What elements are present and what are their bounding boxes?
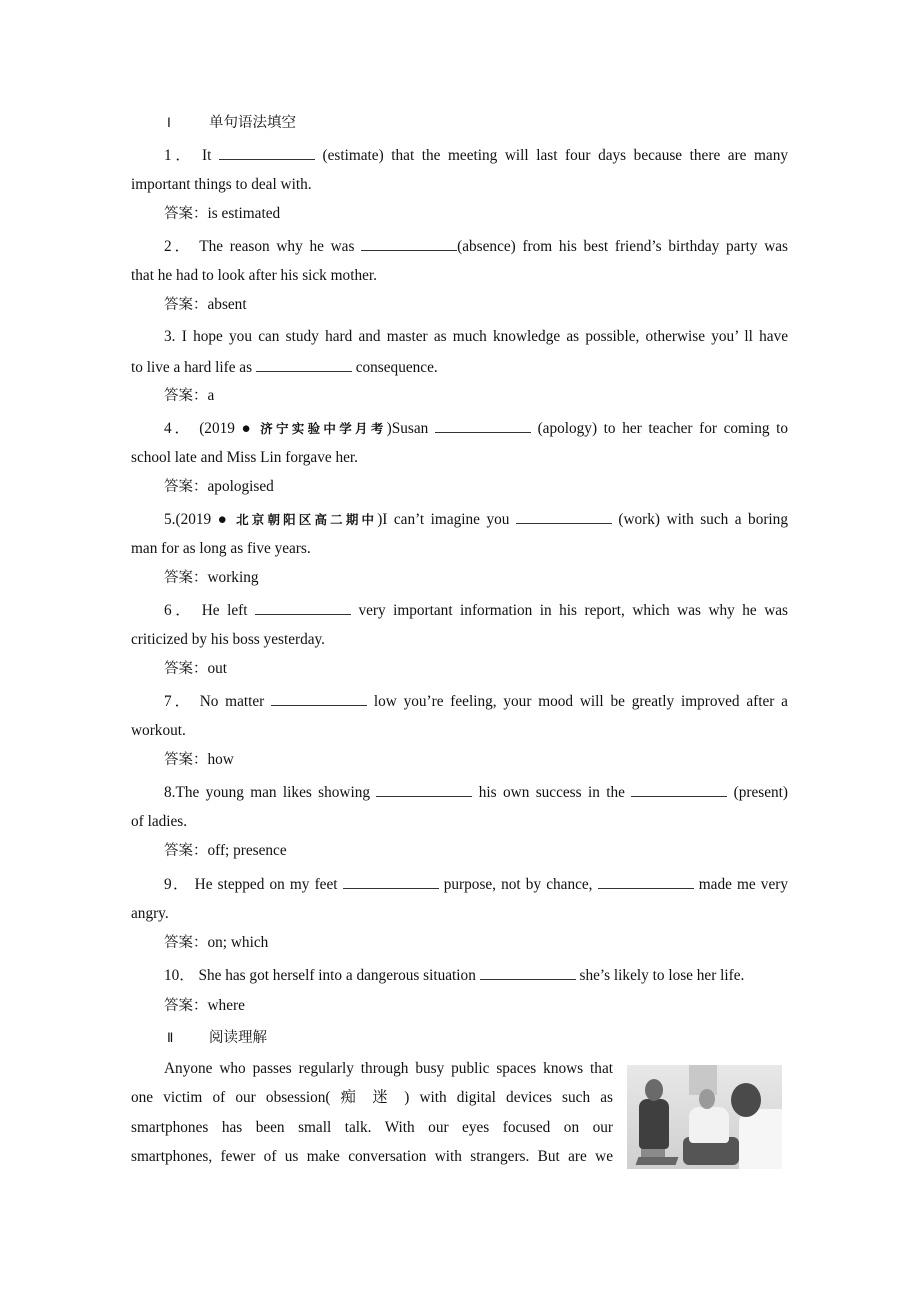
answer-blank (219, 145, 315, 160)
answer-blank (598, 874, 694, 889)
question-text: (estimate) that the meeting will last four days because there are many (322, 147, 789, 164)
answer-blank (271, 691, 367, 706)
question-number: 1． (164, 147, 195, 164)
question-3-line-1 (164, 327, 788, 347)
section-title: 阅读理解 (209, 1030, 267, 1046)
answer-label: 答案： (164, 843, 208, 859)
question-text: (present) (733, 784, 789, 801)
answer-label: 答案： (164, 998, 208, 1014)
answer-text: off; presence (207, 842, 287, 859)
question-4-answer (164, 477, 788, 497)
question-text: (apology) to her teacher for coming to (537, 420, 789, 437)
passage-line-1: Anyone who passes regularly through busy public spaces knows that (164, 1060, 613, 1077)
question-text: very important information in his report, which was why he was (358, 602, 788, 619)
question-7-line-1 (164, 691, 788, 712)
answer-label: 答案： (164, 661, 208, 677)
question-6-answer (164, 659, 788, 679)
question-number: 9． (164, 876, 190, 893)
question-9-line-1 (164, 874, 788, 895)
question-number: 7． (164, 693, 193, 710)
answer-label: 答案： (164, 752, 208, 768)
answer-text: where (207, 997, 245, 1014)
answer-text: on; which (207, 934, 269, 951)
question-10-line-1 (164, 965, 788, 986)
passage-line-4: smartphones, fewer of us make conversation with strangers. But are we (131, 1148, 613, 1165)
question-text: (work) with such a boring (618, 511, 788, 528)
answer-blank (343, 874, 439, 889)
question-1-answer (164, 204, 788, 224)
question-3-answer (164, 386, 788, 406)
question-text: She has got herself into a dangerous situation (198, 967, 476, 984)
question-1-line-1 (164, 145, 788, 166)
question-7-answer (164, 750, 788, 770)
question-text: The young man likes showing (175, 784, 371, 801)
question-4-line-1 (164, 418, 788, 439)
passage-line-3: smartphones has been small talk. With our eyes focused on our (131, 1119, 613, 1136)
question-2-line-2: that he had to look after his sick mother. (131, 267, 377, 284)
answer-blank (435, 418, 531, 433)
question-1-line-2: important things to deal with. (131, 176, 312, 193)
question-number: 3. (164, 328, 176, 345)
question-number: 6． (164, 602, 195, 619)
answer-blank (631, 782, 727, 797)
answer-text: how (207, 751, 234, 768)
answer-blank (255, 600, 351, 615)
question-text: He stepped on my feet (194, 876, 338, 893)
question-3-line-2 (131, 357, 788, 378)
section-heading-grammar (167, 113, 296, 133)
question-text: purpose, not by chance, (443, 876, 593, 893)
answer-text: absent (207, 296, 247, 313)
answer-text: out (207, 660, 228, 677)
question-text: It (202, 147, 212, 164)
answer-blank (480, 965, 576, 980)
question-6-line-2: criticized by his boss yesterday. (131, 631, 325, 648)
question-5-line-1 (164, 509, 788, 530)
section-heading-reading (167, 1028, 267, 1048)
section-numeral: Ⅰ (167, 115, 171, 130)
answer-label: 答案： (164, 479, 208, 495)
question-number: 2． (164, 238, 193, 255)
answer-blank (361, 236, 457, 251)
source-open: (2019 ● (199, 420, 261, 437)
answer-blank (256, 357, 352, 372)
question-number: 10． (164, 967, 195, 984)
question-number: 8. (164, 784, 176, 801)
question-9-answer (164, 933, 788, 953)
question-text: )I can’t imagine you (377, 511, 510, 528)
question-text: consequence. (355, 359, 438, 376)
answer-blank (376, 782, 472, 797)
source-open: (2019 ● (175, 511, 237, 528)
question-text: I hope you can study hard and master as much knowledge as possible, otherwise you’ ll have (181, 328, 789, 345)
answer-label: 答案： (164, 935, 208, 951)
question-2-answer (164, 295, 788, 315)
question-9-line-2: angry. (131, 905, 169, 922)
question-number: 5. (164, 511, 176, 528)
question-5-answer (164, 568, 788, 588)
question-6-line-1 (164, 600, 788, 621)
question-8-answer (164, 841, 788, 861)
answer-text: working (207, 569, 259, 586)
answer-label: 答案： (164, 206, 208, 222)
question-source: 济宁实验中学月考 (260, 421, 387, 436)
question-text: his own success in the (478, 784, 625, 801)
question-8-line-1 (164, 782, 788, 803)
passage-line-2: one victim of our obsession( 痴 迷 ) with digital devices such as (131, 1089, 613, 1106)
question-text: to live a hard life as (131, 359, 253, 376)
question-7-line-2: workout. (131, 722, 186, 739)
section-numeral: Ⅱ (167, 1030, 174, 1045)
section-title: 单句语法填空 (209, 115, 296, 131)
question-text: The reason why he was (199, 238, 355, 255)
answer-label: 答案： (164, 297, 208, 313)
question-2-line-1 (164, 236, 788, 257)
passage-photo (627, 1065, 782, 1169)
question-text: (absence) from his best friend’s birthday party was (457, 238, 788, 255)
question-text: made me very (698, 876, 788, 893)
answer-text: is estimated (207, 205, 281, 222)
question-text: )Susan (386, 420, 429, 437)
answer-blank (516, 509, 612, 524)
question-5-line-2: man for as long as five years. (131, 540, 311, 557)
answer-text: apologised (207, 478, 274, 495)
question-8-line-2: of ladies. (131, 813, 188, 830)
question-text: she’s likely to lose her life. (579, 967, 745, 984)
question-text: No matter (199, 693, 265, 710)
answer-label: 答案： (164, 570, 208, 586)
answer-label: 答案： (164, 388, 208, 404)
question-number: 4． (164, 420, 193, 437)
question-10-answer (164, 996, 788, 1016)
answer-text: a (207, 387, 215, 404)
question-text: He left (201, 602, 248, 619)
question-4-line-2: school late and Miss Lin forgave her. (131, 449, 358, 466)
question-text: low you’re feeling, your mood will be greatly improved after a (373, 693, 788, 710)
question-source: 北京朝阳区高二期中 (236, 512, 378, 527)
